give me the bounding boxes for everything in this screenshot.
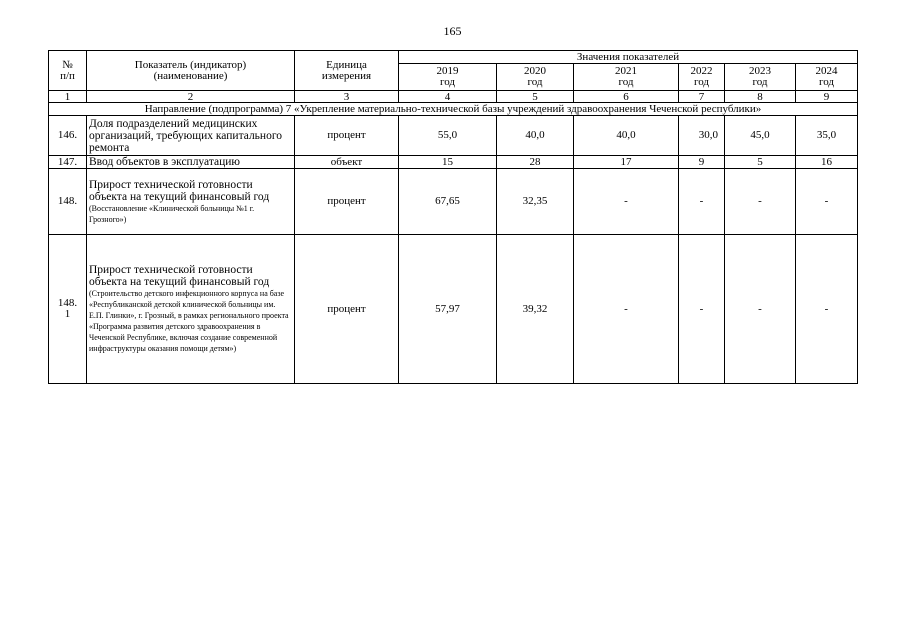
column-number: 6 [574,91,679,103]
value-cell: - [796,235,858,384]
value-cell: 32,35 [497,169,574,235]
value-cell: - [679,235,725,384]
header-year-2019: 2019 год [399,64,497,91]
header-indicator: Показатель (индикатор) (наименование) [87,51,295,91]
value-cell: - [679,169,725,235]
value-cell: 30,0 [679,116,725,156]
indicator-name: Ввод объектов в эксплуатацию [89,156,241,168]
indicator-cell [87,169,295,235]
row-number: 148. 1 [49,235,87,384]
value-cell: 57,97 [399,235,497,384]
value-cell: 16 [796,156,858,169]
value-cell: 40,0 [574,116,679,156]
value-cell: - [725,169,796,235]
indicator-cell [87,235,295,384]
value-cell: 55,0 [399,116,497,156]
unit-cell: процент [295,116,399,156]
header-year-2023: 2023 год [725,64,796,91]
column-number: 7 [679,91,725,103]
table-row [49,235,858,384]
section-row [49,103,858,116]
unit-cell: процент [295,169,399,235]
header-year-2021: 2021 год [574,64,679,91]
value-cell: - [725,235,796,384]
header-year-2024: 2024 год [796,64,858,91]
value-cell: - [574,235,679,384]
column-number: 1 [49,91,87,103]
column-number: 4 [399,91,497,103]
value-cell: 40,0 [497,116,574,156]
indicator-name: Прирост технической готовности объекта на текущий финансовый год [89,264,270,288]
unit-cell: объект [295,156,399,169]
value-cell: 9 [679,156,725,169]
value-cell: 17 [574,156,679,169]
page-number: 165 [443,24,462,38]
column-number: 3 [295,91,399,103]
unit-cell: процент [295,235,399,384]
value-cell: 28 [497,156,574,169]
header-row [49,51,858,64]
column-number: 2 [87,91,295,103]
value-cell: - [574,169,679,235]
column-number: 8 [725,91,796,103]
row-number: 146. [49,116,87,156]
table-row [49,156,858,169]
indicator-note: (Строительство детского инфекционного корпуса на базе «Республиканской детской клинической больницы им. Е.П. Глинки», г. Грозный, в рамках регионального проекта «Программа развития детского здравоохранения в Чеченской Республике, включая создание современной инфраструктуры оказания помощи детям») [89,289,289,353]
column-numbers-row [49,91,858,103]
indicator-cell [87,116,295,156]
row-number: 147. [49,156,87,169]
header-num: № п/п [49,51,87,91]
indicator-name: Доля подразделений медицинских организаций, требующих капитального ремонта [89,117,283,154]
value-cell: 15 [399,156,497,169]
value-cell: 35,0 [796,116,858,156]
column-number: 9 [796,91,858,103]
value-cell: - [796,169,858,235]
table-row [49,169,858,235]
header-values-title: Значения показателей [399,51,858,64]
header-unit: Единица измерения [295,51,399,91]
section-title: Направление (подпрограмма) 7 «Укрепление материально-технической базы учреждений здравоохранения Чеченской республики» [49,103,858,116]
header-year-2020: 2020 год [497,64,574,91]
indicator-name: Прирост технической готовности объекта на текущий финансовый год [89,178,270,203]
row-number: 148. [49,169,87,235]
table-row [49,116,858,156]
value-cell: 67,65 [399,169,497,235]
indicators-table [48,50,858,384]
indicator-note: (Восстановление «Клинической больницы №1 г. Грозного») [89,203,255,224]
value-cell: 45,0 [725,116,796,156]
value-cell: 39,32 [497,235,574,384]
header-year-2022: 2022 год [679,64,725,91]
column-number: 5 [497,91,574,103]
indicator-cell [87,156,295,169]
value-cell: 5 [725,156,796,169]
